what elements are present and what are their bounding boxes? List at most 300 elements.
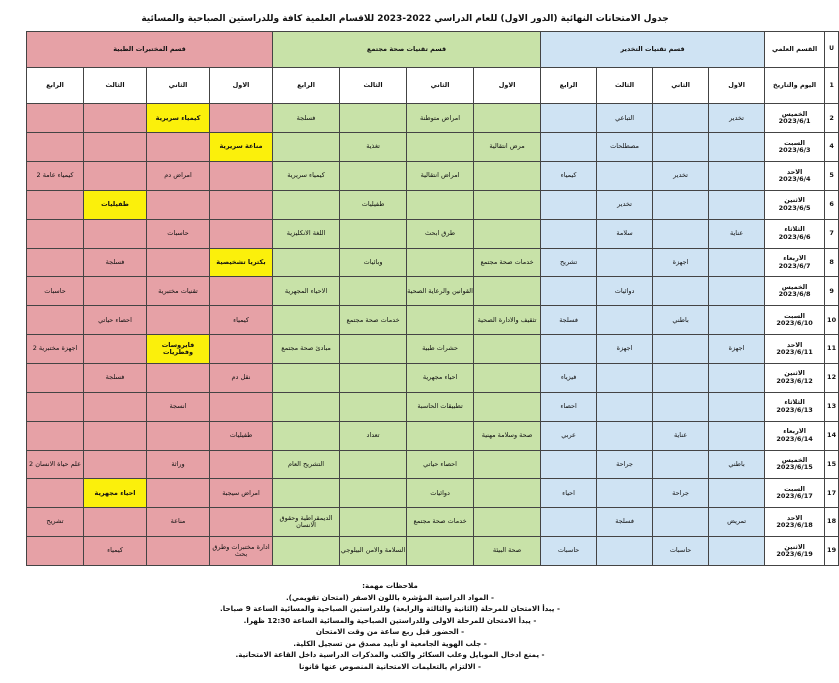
day-name: الاحد — [786, 513, 803, 522]
empty-cell — [340, 219, 407, 248]
empty-cell — [210, 162, 273, 191]
note-item: - جلب الهوية الجامعية او تأييد مصدق من تسجيل الكلية. — [293, 638, 487, 648]
day-date-header: اليوم والتاريخ — [765, 68, 825, 104]
row-number: 4 — [825, 133, 839, 162]
exam-subject-cell: عربي — [541, 421, 597, 450]
exam-subject-cell: فسلجة — [541, 306, 597, 335]
exam-subject-cell: باطني — [709, 450, 765, 479]
schedule-row — [27, 219, 839, 248]
day-name: الاثنين — [784, 542, 805, 551]
empty-cell — [273, 392, 340, 421]
exam-subject-cell: كيمياء — [541, 162, 597, 191]
row-number: 5 — [825, 162, 839, 191]
exam-subject-cell: السلامة والامن البيلوجي — [340, 537, 407, 566]
exam-schedule-table — [26, 31, 839, 566]
empty-cell — [653, 364, 709, 393]
exam-subject-cell: التشريح العام — [273, 450, 340, 479]
empty-cell — [27, 364, 84, 393]
empty-cell — [709, 190, 765, 219]
exam-subject-cell: سلامة — [597, 219, 653, 248]
exam-subject-cell: جراحة — [653, 479, 709, 508]
row-number: 2 — [825, 104, 839, 133]
note-item: - يمنع ادخال الموبايل وعلب السكائر والكتب والمذكرات الدراسية داخل القاعة الامتحانية. — [235, 650, 545, 659]
day-name: الخميس — [781, 109, 808, 118]
empty-cell — [597, 479, 653, 508]
empty-cell — [709, 133, 765, 162]
exam-subject-cell: حاسبات — [27, 277, 84, 306]
empty-cell — [340, 479, 407, 508]
empty-cell — [84, 277, 147, 306]
exam-subject-cell: مبادئ صحة مجتمع — [273, 335, 340, 364]
stage-header: الثالث — [84, 68, 147, 104]
empty-cell — [273, 190, 340, 219]
empty-cell — [210, 450, 273, 479]
exam-date: 2023/6/1 — [778, 117, 811, 126]
empty-cell — [541, 335, 597, 364]
day-name: الاربعاء — [783, 254, 806, 263]
schedule-row — [27, 335, 839, 364]
day-date-cell — [765, 508, 825, 537]
exam-subject-cell: القوانين والرعاية الصحية — [407, 277, 474, 306]
empty-cell — [541, 219, 597, 248]
exam-subject-cell: عناية — [709, 219, 765, 248]
empty-cell — [653, 190, 709, 219]
empty-cell — [541, 508, 597, 537]
exam-subject-cell: دوائيات — [597, 277, 653, 306]
exam-subject-cell: اجهزة — [709, 335, 765, 364]
exam-subject-cell: تمريض — [709, 508, 765, 537]
exam-date: 2023/6/11 — [776, 348, 813, 357]
empty-cell — [709, 162, 765, 191]
empty-cell — [474, 277, 541, 306]
empty-cell — [273, 479, 340, 508]
empty-cell — [541, 450, 597, 479]
notes-section — [80, 580, 700, 672]
exam-subject-cell: وراثة — [147, 450, 210, 479]
empty-cell — [273, 364, 340, 393]
empty-cell — [147, 248, 210, 277]
day-date-cell — [765, 133, 825, 162]
empty-cell — [709, 364, 765, 393]
empty-cell — [210, 335, 273, 364]
day-date-cell — [765, 162, 825, 191]
empty-cell — [597, 364, 653, 393]
exam-subject-cell: فسلجة — [84, 248, 147, 277]
row-number: 19 — [825, 537, 839, 566]
exam-date: 2023/6/7 — [778, 261, 811, 270]
exam-subject-cell: تخدير — [653, 162, 709, 191]
day-name: الاحد — [786, 340, 803, 349]
empty-cell — [653, 104, 709, 133]
exam-subject-cell: وبائيات — [340, 248, 407, 277]
day-date-cell — [765, 479, 825, 508]
exam-subject-cell: خدمات صحة مجتمع — [340, 306, 407, 335]
day-date-cell — [765, 248, 825, 277]
empty-cell — [27, 479, 84, 508]
corner-cell: U — [825, 32, 839, 68]
exam-subject-cell: فيزياء — [541, 364, 597, 393]
day-date-cell — [765, 277, 825, 306]
exam-subject-cell: فايروسات وفطريات — [147, 335, 210, 364]
exam-subject-cell: فسلجة — [84, 364, 147, 393]
empty-cell — [474, 104, 541, 133]
empty-cell — [407, 306, 474, 335]
empty-cell — [84, 508, 147, 537]
empty-cell — [340, 364, 407, 393]
day-name: الاربعاء — [783, 427, 806, 436]
exam-subject-cell: تطبيقات الحاسبة — [407, 392, 474, 421]
empty-cell — [653, 219, 709, 248]
empty-cell — [474, 335, 541, 364]
empty-cell — [407, 537, 474, 566]
exam-subject-cell: امراض متوطنة — [407, 104, 474, 133]
exam-date: 2023/6/8 — [778, 290, 811, 299]
empty-cell — [84, 104, 147, 133]
exam-subject-cell: حاسبات — [147, 219, 210, 248]
empty-cell — [709, 248, 765, 277]
empty-cell — [340, 508, 407, 537]
empty-cell — [84, 392, 147, 421]
exam-subject-cell: جراحة — [597, 450, 653, 479]
empty-cell — [147, 190, 210, 219]
empty-cell — [147, 537, 210, 566]
exam-date: 2023/6/12 — [776, 376, 813, 385]
schedule-row — [27, 450, 839, 479]
exam-date: 2023/6/17 — [776, 492, 813, 501]
empty-cell — [84, 162, 147, 191]
exam-subject-cell: مناعة — [147, 508, 210, 537]
exam-subject-cell: تقنيات مختبرية — [147, 277, 210, 306]
stage-header: الرابع — [541, 68, 597, 104]
exam-subject-cell: كيمياء عامة 2 — [27, 162, 84, 191]
empty-cell — [541, 277, 597, 306]
exam-subject-cell: احياء مجهرية — [84, 479, 147, 508]
schedule-row — [27, 392, 839, 421]
day-date-cell — [765, 190, 825, 219]
schedule-row — [27, 277, 839, 306]
exam-subject-cell: طفيليات — [210, 421, 273, 450]
empty-cell — [27, 248, 84, 277]
empty-cell — [407, 190, 474, 219]
dept-label: القسم العلمي — [765, 32, 825, 68]
day-date-cell — [765, 335, 825, 364]
exam-subject-cell: طفيليات — [340, 190, 407, 219]
exam-subject-cell: طفيليات — [84, 190, 147, 219]
schedule-row — [27, 364, 839, 393]
dept-medical-labs-header: قسم المختبرات الطبية — [27, 32, 273, 68]
empty-cell — [340, 104, 407, 133]
exam-subject-cell: امراض دم — [147, 162, 210, 191]
exam-subject-cell: تخدير — [597, 190, 653, 219]
empty-cell — [340, 392, 407, 421]
empty-cell — [709, 421, 765, 450]
stage-header: الثاني — [653, 68, 709, 104]
empty-cell — [147, 479, 210, 508]
exam-subject-cell: صحة وسلامة مهنية — [474, 421, 541, 450]
empty-cell — [541, 133, 597, 162]
empty-cell — [27, 306, 84, 335]
exam-subject-cell: اللغة الانكليزية — [273, 219, 340, 248]
empty-cell — [27, 537, 84, 566]
notes-heading: ملاحظات مهمة: — [362, 581, 418, 590]
empty-cell — [474, 219, 541, 248]
note-item: - يبدأ الامتحان للمرحلة الاولى وللدراستين الصباحية والمسائية الساعة 12:30 ظهرا. — [243, 615, 537, 625]
exam-subject-cell: التباعي — [597, 104, 653, 133]
empty-cell — [474, 190, 541, 219]
empty-cell — [709, 392, 765, 421]
dept-community-health-header: قسم تقنيات صحة مجتمع — [273, 32, 541, 68]
note-item: - الحضور قبل ربع ساعة من وقت الامتحان — [315, 627, 465, 636]
exam-subject-cell: انسجة — [147, 392, 210, 421]
row-number: 13 — [825, 392, 839, 421]
schedule-row — [27, 508, 839, 537]
exam-subject-cell: تخدير — [709, 104, 765, 133]
day-name: السبت — [784, 311, 805, 320]
exam-date: 2023/6/5 — [778, 203, 811, 212]
exam-date: 2023/6/14 — [776, 434, 813, 443]
exam-subject-cell: كيمياء سريرية — [273, 162, 340, 191]
exam-subject-cell: امراض انتقالية — [407, 162, 474, 191]
exam-subject-cell: مناعة سريرية — [210, 133, 273, 162]
exam-subject-cell: حاسبات — [653, 537, 709, 566]
exam-date: 2023/6/4 — [778, 175, 811, 184]
empty-cell — [709, 306, 765, 335]
exam-date: 2023/6/6 — [778, 232, 811, 241]
exam-date: 2023/6/19 — [776, 550, 813, 559]
exam-subject-cell: احصاء — [541, 392, 597, 421]
empty-cell — [273, 537, 340, 566]
exam-subject-cell: كيمياء — [210, 306, 273, 335]
schedule-row — [27, 479, 839, 508]
empty-cell — [27, 392, 84, 421]
day-name: الخميس — [781, 282, 808, 291]
empty-cell — [597, 162, 653, 191]
row-number: 9 — [825, 277, 839, 306]
day-name: الثلاثاء — [784, 225, 805, 234]
row-number: 11 — [825, 335, 839, 364]
schedule-row — [27, 306, 839, 335]
exam-subject-cell: اجهزة مختبرية 2 — [27, 335, 84, 364]
row-number: 7 — [825, 219, 839, 248]
dept-anesthesia-header: قسم تقنيات التخدير — [541, 32, 765, 68]
schedule-row — [27, 162, 839, 191]
empty-cell — [474, 508, 541, 537]
stage-header: الاول — [210, 68, 273, 104]
exam-subject-cell: تثقيف والادارة الصحية — [474, 306, 541, 335]
empty-cell — [273, 421, 340, 450]
empty-cell — [407, 248, 474, 277]
day-date-cell — [765, 364, 825, 393]
empty-cell — [407, 133, 474, 162]
empty-cell — [597, 248, 653, 277]
note-item: - الالتزام بالتعليمات الامتحانية المنصوص عنها قانونا — [299, 661, 481, 671]
empty-cell — [27, 190, 84, 219]
empty-cell — [273, 133, 340, 162]
empty-cell — [653, 277, 709, 306]
exam-subject-cell: نقل دم — [210, 364, 273, 393]
day-date-cell — [765, 537, 825, 566]
exam-subject-cell: خدمات صحة مجتمع — [474, 248, 541, 277]
empty-cell — [27, 421, 84, 450]
exam-subject-cell: اجهزة — [597, 335, 653, 364]
exam-subject-cell: باطني — [653, 306, 709, 335]
stage-header: الاول — [474, 68, 541, 104]
exam-subject-cell: الاحياء المجهرية — [273, 277, 340, 306]
stage-header: الثاني — [407, 68, 474, 104]
exam-subject-cell: مرض انتقالية — [474, 133, 541, 162]
stage-header: الاول — [709, 68, 765, 104]
empty-cell — [210, 104, 273, 133]
schedule-row — [27, 248, 839, 277]
exam-subject-cell: احياء — [541, 479, 597, 508]
exam-date: 2023/6/10 — [776, 319, 813, 328]
schedule-row — [27, 190, 839, 219]
note-item: - يبدأ الامتحان للمرحلة (الثانية والثالثة والرابعة) وللدراستين الصباحية والمسائية الساعة 9 صباحا. — [220, 604, 560, 613]
row-number: 18 — [825, 508, 839, 537]
empty-cell — [84, 133, 147, 162]
exam-subject-cell: علم حياة الانسان 2 — [27, 450, 84, 479]
day-date-cell — [765, 104, 825, 133]
empty-cell — [709, 479, 765, 508]
exam-subject-cell: حاسبات — [541, 537, 597, 566]
empty-cell — [147, 133, 210, 162]
exam-subject-cell: الديمقراطية وحقوق الانسان — [273, 508, 340, 537]
exam-date: 2023/6/13 — [776, 405, 813, 414]
empty-cell — [653, 335, 709, 364]
empty-cell — [653, 450, 709, 479]
empty-cell — [474, 392, 541, 421]
exam-date: 2023/6/18 — [776, 521, 813, 530]
day-name: السبت — [784, 484, 805, 493]
empty-cell — [597, 537, 653, 566]
empty-cell — [474, 450, 541, 479]
day-date-cell — [765, 421, 825, 450]
empty-cell — [27, 104, 84, 133]
day-name: الاحد — [786, 167, 803, 176]
exam-subject-cell: فسلجة — [597, 508, 653, 537]
exam-subject-cell: صحة البيئة — [474, 537, 541, 566]
empty-cell — [474, 162, 541, 191]
stage-header: الثالث — [340, 68, 407, 104]
exam-subject-cell: احياء مجهرية — [407, 364, 474, 393]
exam-subject-cell: دوائيات — [407, 479, 474, 508]
exam-subject-cell: كيمياء — [84, 537, 147, 566]
exam-subject-cell: ادارة مختبرات وطرق بحث — [210, 537, 273, 566]
note-item: - المواد الدراسية المؤشرة باللون الاصفر (امتحان تقويمي). — [285, 592, 495, 602]
empty-cell — [210, 392, 273, 421]
empty-cell — [597, 392, 653, 421]
stage-header: الرابع — [27, 68, 84, 104]
day-date-cell — [765, 450, 825, 479]
row-number: 12 — [825, 364, 839, 393]
empty-cell — [27, 133, 84, 162]
exam-date: 2023/6/15 — [776, 463, 813, 472]
exam-subject-cell: بكتريا تشخيصية — [210, 248, 273, 277]
exam-subject-cell: طرق ابحث — [407, 219, 474, 248]
exam-subject-cell: احصاء حياتي — [407, 450, 474, 479]
exam-subject-cell: تغذية — [340, 133, 407, 162]
empty-cell — [474, 364, 541, 393]
row-number: 15 — [825, 450, 839, 479]
row-number: 17 — [825, 479, 839, 508]
stage-header: الثالث — [597, 68, 653, 104]
empty-cell — [653, 133, 709, 162]
empty-cell — [27, 219, 84, 248]
schedule-row — [27, 104, 839, 133]
day-name: الاثنين — [784, 369, 805, 378]
empty-cell — [407, 421, 474, 450]
empty-cell — [147, 421, 210, 450]
day-name: الثلاثاء — [784, 398, 805, 407]
empty-cell — [273, 306, 340, 335]
day-date-cell — [765, 392, 825, 421]
row-number: 10 — [825, 306, 839, 335]
row-number: 6 — [825, 190, 839, 219]
empty-cell — [210, 219, 273, 248]
empty-cell — [541, 104, 597, 133]
day-name: الخميس — [781, 455, 808, 464]
empty-cell — [210, 190, 273, 219]
row-number: 1 — [825, 68, 839, 104]
stage-header: الرابع — [273, 68, 340, 104]
empty-cell — [210, 277, 273, 306]
empty-cell — [273, 248, 340, 277]
empty-cell — [653, 508, 709, 537]
exam-subject-cell: عناية — [653, 421, 709, 450]
exam-subject-cell: احصاء حياتي — [84, 306, 147, 335]
exam-subject-cell: مصطلحات — [597, 133, 653, 162]
exam-subject-cell: خدمات صحة مجتمع — [407, 508, 474, 537]
day-date-cell — [765, 306, 825, 335]
row-number: 14 — [825, 421, 839, 450]
empty-cell — [84, 450, 147, 479]
day-name: الاثنين — [784, 196, 805, 205]
exam-date: 2023/6/3 — [778, 146, 811, 155]
empty-cell — [84, 335, 147, 364]
row-number: 8 — [825, 248, 839, 277]
empty-cell — [709, 537, 765, 566]
empty-cell — [340, 335, 407, 364]
empty-cell — [210, 508, 273, 537]
stage-header: الثاني — [147, 68, 210, 104]
empty-cell — [597, 421, 653, 450]
day-date-cell — [765, 219, 825, 248]
exam-subject-cell: فسلجة — [273, 104, 340, 133]
schedule-row — [27, 537, 839, 566]
exam-subject-cell: تعداد — [340, 421, 407, 450]
empty-cell — [597, 306, 653, 335]
empty-cell — [340, 162, 407, 191]
schedule-row — [27, 133, 839, 162]
empty-cell — [709, 277, 765, 306]
empty-cell — [474, 479, 541, 508]
exam-subject-cell: تشريح — [541, 248, 597, 277]
empty-cell — [340, 450, 407, 479]
empty-cell — [340, 277, 407, 306]
empty-cell — [84, 219, 147, 248]
empty-cell — [653, 392, 709, 421]
page-title: جدول الامتحانات النهائية (الدور الاول) للعام الدراسي 2022-2023 للاقسام العلمية كافة وللدراستين الصباحية والمسائية — [141, 14, 669, 24]
exam-subject-cell: كيمياء سريرية — [147, 104, 210, 133]
exam-subject-cell: اجهزة — [653, 248, 709, 277]
exam-subject-cell: امراض سيجبة — [210, 479, 273, 508]
empty-cell — [147, 306, 210, 335]
empty-cell — [541, 190, 597, 219]
empty-cell — [84, 421, 147, 450]
exam-subject-cell: حشرات طبية — [407, 335, 474, 364]
schedule-row — [27, 421, 839, 450]
empty-cell — [147, 364, 210, 393]
